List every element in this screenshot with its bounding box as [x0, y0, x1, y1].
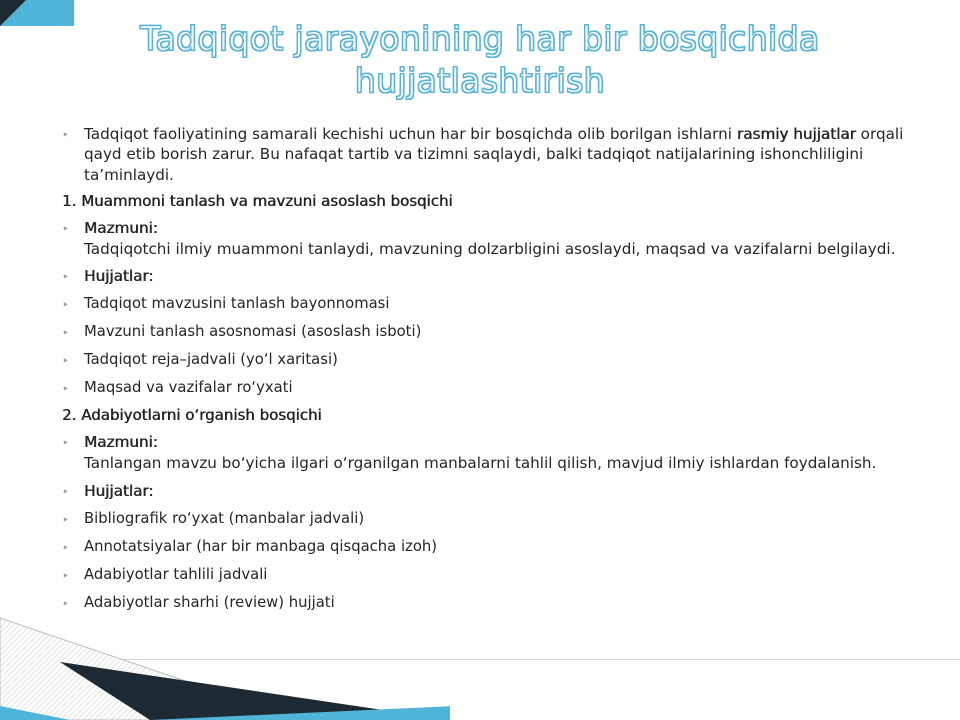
list-item [62, 350, 907, 371]
list-item [62, 432, 907, 474]
list-item [62, 565, 907, 586]
section-1-document-2: Mavzuni tanlash asosnomasi (asoslash isboti) [84, 323, 422, 341]
top-left-dark-triangle [0, 0, 26, 26]
intro-emphasis: rasmiy hujjatlar [736, 125, 856, 143]
list-item [62, 593, 907, 614]
section-1-document-3: Tadqiqot reja–jadvali (yo‘l xaritasi) [84, 351, 338, 369]
intro-text-after: orqali qayd etib borish zarur. Bu nafaqat tartib va tizimni saqlaydi, balki tadqiqot natijalarining ishonchliligini ta’minlaydi. [84, 125, 904, 184]
section-2-content-label: Mazmuni: [84, 432, 158, 451]
section-2-documents-label: Hujjatlar: [84, 481, 154, 500]
list-item [62, 266, 907, 287]
section-2-document-4: Adabiyotlar sharhi (review) hujjati [84, 593, 335, 611]
section-heading-1: 1. Muammoni tanlash va mavzuni asoslash bosqichi [62, 192, 453, 211]
bullet-icon: ‣ [62, 568, 70, 583]
bullet-icon: ‣ [62, 221, 70, 236]
slide-body [62, 124, 907, 621]
section-heading-2: 2. Adabiyotlarni o‘rganish bosqichi [62, 406, 322, 425]
bullet-icon: ‣ [62, 382, 70, 397]
bullet-icon: ‣ [62, 512, 70, 527]
list-item [62, 509, 907, 530]
title-container [60, 18, 900, 102]
list-item [62, 124, 907, 185]
bullet-icon: ‣ [62, 484, 70, 499]
intro-paragraph [84, 124, 907, 185]
section-1-document-4: Maqsad va vazifalar ro‘yxati [84, 379, 293, 397]
section-1-documents-label: Hujjatlar: [84, 267, 154, 286]
list-item [62, 378, 907, 399]
bullet-icon: ‣ [62, 540, 70, 555]
bullet-icon: ‣ [62, 435, 70, 450]
section-2-documents-label-row [84, 481, 907, 501]
bullet-icon: ‣ [62, 326, 70, 341]
bullet-icon: ‣ [62, 596, 70, 611]
section-1-content [84, 218, 907, 260]
section-2-content-text: Tanlangan mavzu bo‘yicha ilgari o‘rganilgan manbalarni tahlil qilish, mavjud ilmiy ishlardan foydalanish. [84, 454, 877, 473]
bullet-icon: ‣ [62, 128, 70, 142]
section-1-document-1: Tadqiqot mavzusini tanlash bayonnomasi [84, 295, 390, 313]
section-1-content-text: Tadqiqotchi ilmiy muammoni tanlaydi, mavzuning dolzarbligini asoslaydi, maqsad va vazifalarni belgilaydi. [84, 239, 896, 258]
section-2-document-1: Bibliografik ro‘yxat (manbalar jadvali) [84, 509, 365, 527]
page-title: Tadqiqot jarayonining har bir bosqichida hujjatlashtirish [140, 19, 820, 101]
section-1-documents-label-row [84, 266, 907, 286]
list-item [62, 294, 907, 315]
bullet-icon: ‣ [62, 298, 70, 313]
list-item [62, 481, 907, 502]
intro-text-before: Tadqiqot faoliyatining samarali kechishi uchun har bir bosqichda olib borilgan ishlarni [84, 125, 737, 143]
list-item [62, 322, 907, 343]
bottom-left-decoration [0, 610, 450, 720]
section-2-document-2: Annotatsiyalar (har bir manbaga qisqacha izoh) [84, 537, 438, 555]
bullet-icon: ‣ [62, 354, 70, 369]
list-item [62, 218, 907, 260]
section-2-document-3: Adabiyotlar tahlili jadvali [84, 565, 268, 583]
list-item [62, 537, 907, 558]
section-1-content-label: Mazmuni: [84, 218, 158, 237]
section-2-content [84, 432, 907, 474]
bullet-icon: ‣ [62, 270, 70, 285]
